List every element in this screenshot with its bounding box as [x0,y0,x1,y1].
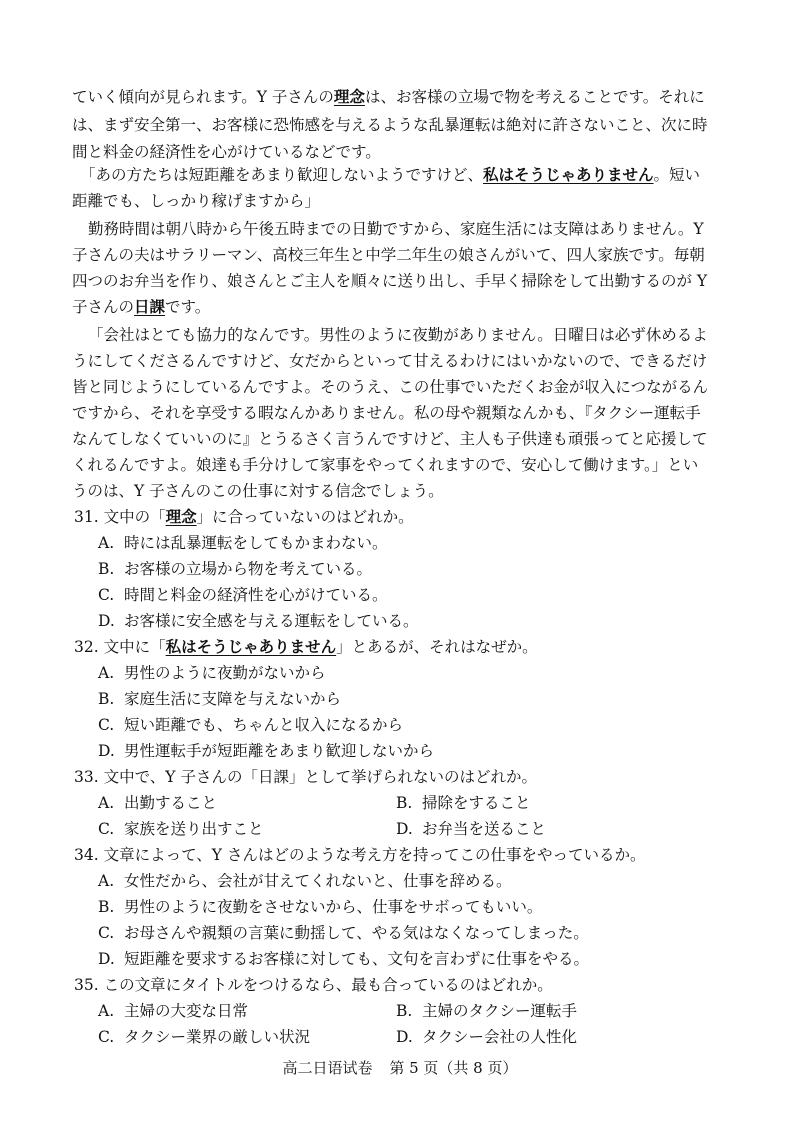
option-31c[interactable]: C. 時間と料金の経済性を心がけている。 [98,586,388,604]
passage-line: 皆と同じようにしているんですよ。そのうえ、この仕事でいただくお金が収入につながるん [72,378,709,396]
page-number: 第 5 页（共 8 页） [389,1059,518,1077]
option-35a[interactable]: A. 主婦の大変な日常 [98,1002,249,1020]
option-34d[interactable]: D. 短距離を要求するお客様に対しても、文句を言わずに仕事をやる。 [98,950,590,968]
option-32c[interactable]: C. 短い距離でも、ちゃんと収入になるから [98,716,404,734]
option-31b[interactable]: B. お客様の立場から物を考えている。 [98,560,373,578]
passage-line: 勤務時間は朝八時から午後五時までの日勤ですから、家庭生活には支障はありません。Y [88,220,704,238]
option-32b[interactable]: B. 家庭生活に支障を与えないから [98,690,342,708]
passage-line: うのは、Y 子さんのこの仕事に対する信念でしょう。 [72,482,444,500]
option-32a[interactable]: A. 男性のように夜勤がないから [98,664,326,682]
passage-line: 四つのお弁当を作り、娘さんとご主人を順々に送り出し、手早く掃除をして出勤するのが Y [72,272,708,290]
option-34b[interactable]: B. 男性のように夜勤をさせないから、仕事をサボってもいい。 [98,898,543,916]
option-31a[interactable]: A. 時には乱暴運転をしてもかまわない。 [98,534,388,552]
option-33a[interactable]: A. 出勤すること [98,794,218,812]
passage-line: は、まず安全第一、お客様に恐怖感を与えるような乱暴運転は絶対に許さないこと、次に時 [72,116,708,134]
passage-line: ですから、それを享受する暇なんかありません。私の母や親類なんかも、『タクシー運転手 [72,404,701,422]
passage-line: うにしてくださるんですけど、女だからといって甘えるわけにはいかないので、できるだけ [72,352,708,370]
question-31: 31. 文中の「理念」に合っていないのはどれか。 [74,507,414,526]
term-rinen: 理念 [333,87,365,106]
option-33c[interactable]: C. 家族を送り出すこと [98,820,264,838]
passage-line: 間と料金の経済性を心がけているなどです。 [72,143,381,161]
option-33b[interactable]: B. 掃除をすること [396,794,531,812]
quote-watashi: 私はそうじゃありません [483,165,654,184]
question-35: 35. この文章にタイトルをつけるなら、最も合っているのはどれか。 [74,976,553,994]
option-34c[interactable]: C. お母さんや親類の言葉に動揺して、やる気はなくなってしまった。 [98,924,589,942]
passage-line: 「会社はとても協力的なんです。男性のように夜勤がありません。日曜日は必ず休めるよ [88,326,708,344]
question-32: 32. 文中に「私はそうじゃありません」とあるが、それはなぜか。 [74,637,538,656]
option-33d[interactable]: D. お弁当を送ること [396,820,547,838]
question-33: 33. 文中で、Y 子さんの「日課」として挙げられないのはどれか。 [74,768,537,786]
option-31d[interactable]: D. お客様に安全感を与える運転をしている。 [98,612,419,630]
passage-line: ていく傾向が見られます。Y 子さんの理念は、お客様の立場で物を考えることです。それに [72,87,705,106]
passage-line: くれるんですよ。娘達も手分けして家事をやってくれますので、安心して働けます。」とい [72,456,699,474]
option-35d[interactable]: D. タクシー会社の人性化 [396,1028,578,1046]
question-34: 34. 文章によって、Y さんはどのような考え方を持ってこの仕事をやっているか。 [74,846,646,864]
passage-line: なんてしなくていいのに』とうるさく言うんですけど、主人も子供達も頑張ってと応援して [72,430,708,448]
passage-line: 子さんの夫はサラリーマン、高校三年生と中学二年生の娘さんがいて、四人家族です。毎朝 [72,246,705,264]
option-32d[interactable]: D. 男性運転手が短距離をあまり歓迎しないから [98,742,435,760]
option-35c[interactable]: C. タクシー業界の厳しい状況 [98,1028,311,1046]
page-footer [0,1058,800,1078]
passage-line: 距離でも、しっかり稼げますから」 [72,192,321,210]
passage-line: 子さんの日課です。 [72,297,211,316]
option-35b[interactable]: B. 主婦のタクシー運転手 [396,1002,578,1020]
term-nikka: 日課 [134,297,166,316]
option-34a[interactable]: A. 女性だから、会社が甘えてくれないと、仕事を辞める。 [98,872,512,890]
passage-line: 「あの方たちは短距離をあまり歓迎しないようですけど、私はそうじゃありません。短い [80,165,701,184]
exam-title: 高二日语试卷 [282,1059,373,1077]
